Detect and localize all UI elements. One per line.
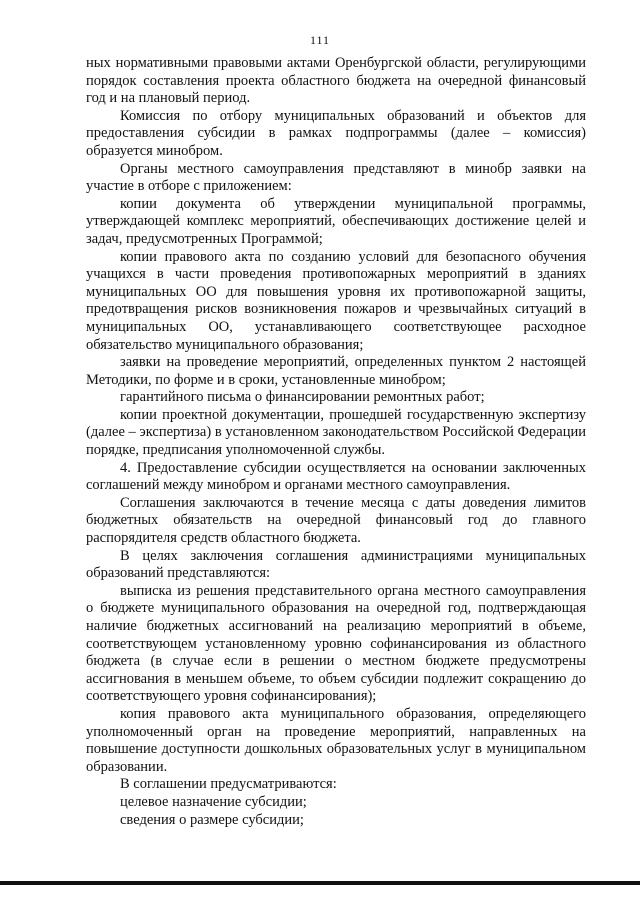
list-item-budget-decision-extract: выписка из решения представительного органа местного самоуправления о бюджете муниципального образования на очередной год, подтверждающая наличие бюджетных ассигнований на реализацию мероприятий в объеме, соответствующем установленному уровню софинансирования из областного бюджета (в случае если в решении о местном бюджете предусмотрены ассигнования в меньшем объеме, то объем субсидии подлежит сокращению до соответствующего уровня софинансирования); <box>86 582 586 705</box>
list-item-fire-safety-act: копии правового акта по созданию условий для безопасного обучения учащихся в части проведения противопожарных мероприятий в зданиях муниципальных ОО для повышения уровня их противопожарной защиты, предотвращения рисков возникновения пожаров и чрезвычайных ситуаций в муниципальных ОО, устанавливающего соответствующее расходное обязательство муниципального образования; <box>86 248 586 353</box>
list-item-event-applications: заявки на проведение мероприятий, определенных пунктом 2 настоящей Методики, по форме и в сроки, установленные минобром; <box>86 354 586 388</box>
page-number: 111 <box>309 33 331 47</box>
bottom-edge-rule <box>0 881 640 885</box>
paragraph-applications-intro: Органы местного самоуправления представляют в минобр заявки на участие в отборе с приложением: <box>86 160 586 195</box>
list-item-authorized-body-act: копия правового акта муниципального образования, определяющего уполномоченный орган на проведение мероприятий, направленных на повышение доступности дошкольных образовательных услуг в муниципальном образовании. <box>86 705 586 775</box>
list-item-program-document: копии документа об утверждении муниципальной программы, утверждающей комплекс мероприятий, обеспечивающих достижение целей и задач, предусмотренных Программой; <box>86 195 586 247</box>
paragraph-agreements-term: Соглашения заключаются в течение месяца с даты доведения лимитов бюджетных обязательств на очередной финансовый год до главного распорядителя средств областного бюджета. <box>86 494 586 547</box>
paragraph-commission: Комиссия по отбору муниципальных образований и объектов для предоставления субсидии в рамках подпрограммы (далее – комиссия) образуется минобром. <box>86 107 586 159</box>
paragraph-continuation: ных нормативными правовыми актами Оренбургской области, регулирующими порядок составления проекта областного бюджета на очередной финансовый год и на плановый период. <box>86 55 586 107</box>
list-item-guarantee-letter: гарантийного письма о финансировании ремонтных работ; <box>120 389 485 406</box>
list-item-project-documentation: копии проектной документации, прошедшей государственную экспертизу (далее – экспертиза) в установленном законодательством Российской Федерации порядке, предписания уполномоченной службы. <box>86 406 586 459</box>
document-body <box>86 55 586 829</box>
list-item-subsidy-amount: сведения о размере субсидии; <box>120 811 304 828</box>
paragraph-agreement-provisions-intro: В соглашении предусматриваются: <box>120 776 337 793</box>
list-item-subsidy-purpose: целевое назначение субсидии; <box>120 793 307 810</box>
paragraph-agreement-documents-intro: В целях заключения соглашения администрациями муниципальных образований представляются: <box>86 547 586 582</box>
paragraph-section-4: 4. Предоставление субсидии осуществляется на основании заключенных соглашений между минобром и органами местного самоуправления. <box>86 459 586 494</box>
